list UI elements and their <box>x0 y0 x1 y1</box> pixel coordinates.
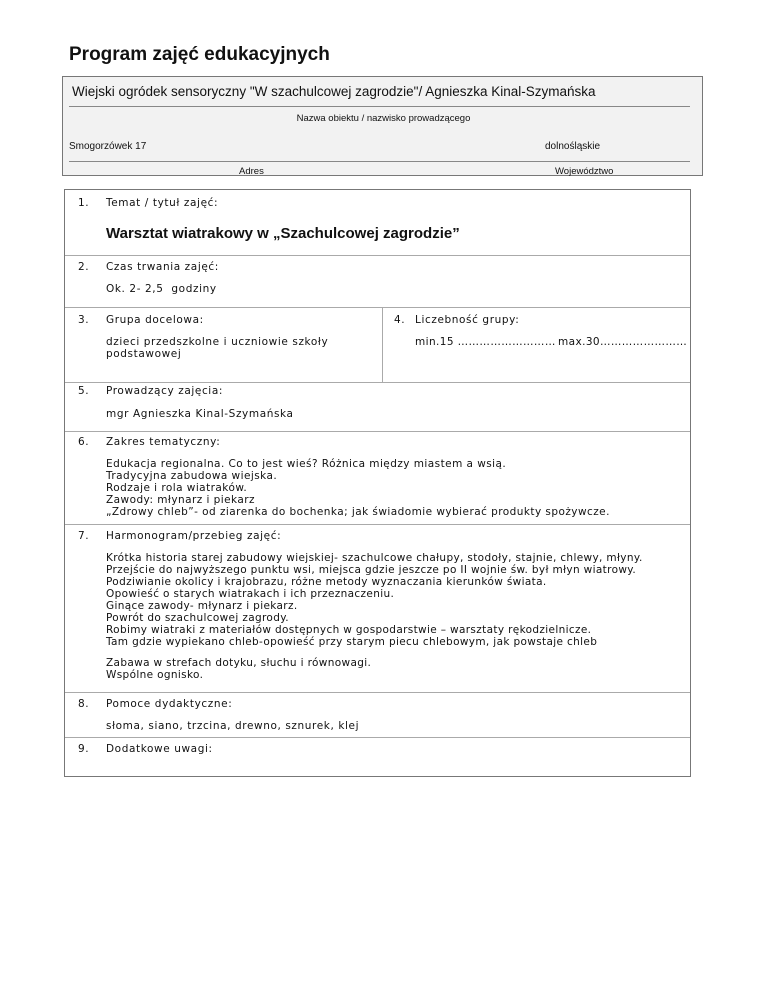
section-3-value: dzieci przedszkolne i uczniowie szkoły podstawowej <box>106 336 329 360</box>
section-5-number: 5. <box>78 385 90 397</box>
address-caption: Adres <box>239 166 264 177</box>
object-name-caption: Nazwa obiektu / nazwisko prowadzącego <box>296 113 471 124</box>
section-1-number: 1. <box>78 197 90 209</box>
section-2-value: Ok. 2- 2,5 godziny <box>106 283 217 295</box>
section-1-value: Warsztat wiatrakowy w „Szachulcowej zagrodzie” <box>106 225 460 242</box>
region-caption: Województwo <box>555 166 614 177</box>
region-value: dolnośląskie <box>545 141 601 152</box>
row-divider <box>65 524 690 525</box>
section-6-number: 6. <box>78 436 90 448</box>
address-value: Smogorzówek 17 <box>69 141 147 152</box>
section-1-label: Temat / tytuł zajęć: <box>106 197 219 209</box>
row-divider <box>65 382 690 383</box>
row-divider <box>65 307 690 308</box>
section-4-number: 4. <box>394 314 406 326</box>
row-divider <box>65 255 690 256</box>
section-5-value: mgr Agnieszka Kinal-Szymańska <box>106 408 294 420</box>
section-9-label: Dodatkowe uwagi: <box>106 743 213 755</box>
section-4-label: Liczebność grupy: <box>415 314 520 326</box>
section-7-value: Krótka historia starej zabudowy wiejskiej- szachulcowe chałupy, stodoły, stajnie, chlewy, młyny. Przejście do najwyższego punktu wsi, miejsca gdzie jeszcze po II wojnie św. był młyn wiatrowy. Podziwianie okolicy i krajobrazu, różne metody wyznaczania kierunków świata. Opowieść o starych wiatrakach i ich przeznaczeniu. Ginące zawody- młynarz i piekarz. Powrót do szachulcowej zagrody. Robimy wiatraki z materiałów dostępnych w gospodarstwie – warsztaty rękodzielnicze. Tam gdzie wypiekano chleb-opowieść przy starym piecu chlebowym, jak powstaje chleb <box>106 552 643 648</box>
object-name-line <box>69 106 690 107</box>
section-5-label: Prowadzący zajęcia: <box>106 385 223 397</box>
row-divider <box>65 692 690 693</box>
row-divider <box>65 431 690 432</box>
section-3-label: Grupa docelowa: <box>106 314 204 326</box>
section-6-label: Zakres tematyczny: <box>106 436 221 448</box>
section-8-number: 8. <box>78 698 90 710</box>
section-3-number: 3. <box>78 314 90 326</box>
section-7-label: Harmonogram/przebieg zajęć: <box>106 530 282 542</box>
section-4-max: max.30…………………… <box>558 336 688 348</box>
section-2-number: 2. <box>78 261 90 273</box>
header-box <box>62 76 703 176</box>
section-8-label: Pomoce dydaktyczne: <box>106 698 233 710</box>
address-line <box>69 161 690 162</box>
row-divider <box>65 737 690 738</box>
section-7-number: 7. <box>78 530 90 542</box>
section-6-value: Edukacja regionalna. Co to jest wieś? Różnica między miastem a wsią. Tradycyjna zabudowa wiejska. Rodzaje i rola wiatraków. Zawody: młynarz i piekarz „Zdrowy chleb”- od ziarenka do bochenka; jak świadomie wybierać produkty spożywcze. <box>106 458 610 518</box>
section-7-value-extra: Zabawa w strefach dotyku, słuchu i równowagi. Wspólne ognisko. <box>106 657 372 681</box>
section-9-number: 9. <box>78 743 90 755</box>
object-name: Wiejski ogródek sensoryczny "W szachulcowej zagrodzie"/ Agnieszka Kinal-Szymańska <box>72 84 596 99</box>
section-2-label: Czas trwania zajęć: <box>106 261 219 273</box>
column-divider <box>382 307 383 382</box>
section-8-value: słoma, siano, trzcina, drewno, sznurek, klej <box>106 720 360 732</box>
section-4-min: min.15 ……………………… <box>415 336 556 348</box>
document-title: Program zajęć edukacyjnych <box>69 44 330 65</box>
program-table <box>64 189 691 777</box>
